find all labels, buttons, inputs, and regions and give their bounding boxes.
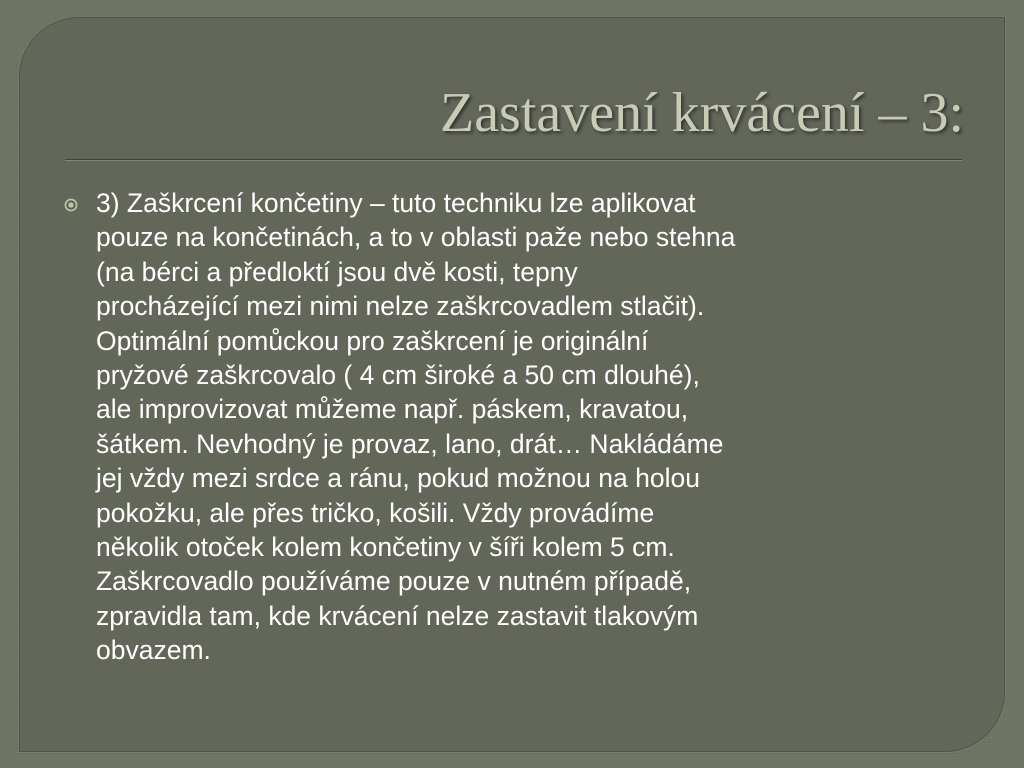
title-divider <box>65 159 962 161</box>
slide-content <box>64 186 964 668</box>
slide-title: Zastavení krvácení – 3: <box>439 82 964 144</box>
bullet-item <box>64 186 964 668</box>
circle-bullet-icon <box>64 198 78 212</box>
bullet-text: 3) Zaškrcení končetiny – tuto techniku lze aplikovat pouze na končetinách, a to v oblasti paže nebo stehna (na bérci a předloktí jsou dvě kosti, tepny procházející mezi nimi nelze zaškrcovadlem stlačit). Optimální pomůckou pro zaškrcení je originální pryžové zaškrcovalo ( 4 cm široké a 50 cm dlouhé), ale improvizovat můžeme např. páskem, kravatou, šátkem. Nevhodný je provaz, lano, drát… Nakládáme jej vždy mezi srdce a ránu, pokud možnou na holou pokožku, ale přes tričko, košili. Vždy provádíme několik otoček kolem končetiny v šíři kolem 5 cm. Zaškrcovadlo používáme pouze v nutném případě, zpravidla tam, kde krvácení nelze zastavit tlakovým obvazem. <box>96 188 736 666</box>
